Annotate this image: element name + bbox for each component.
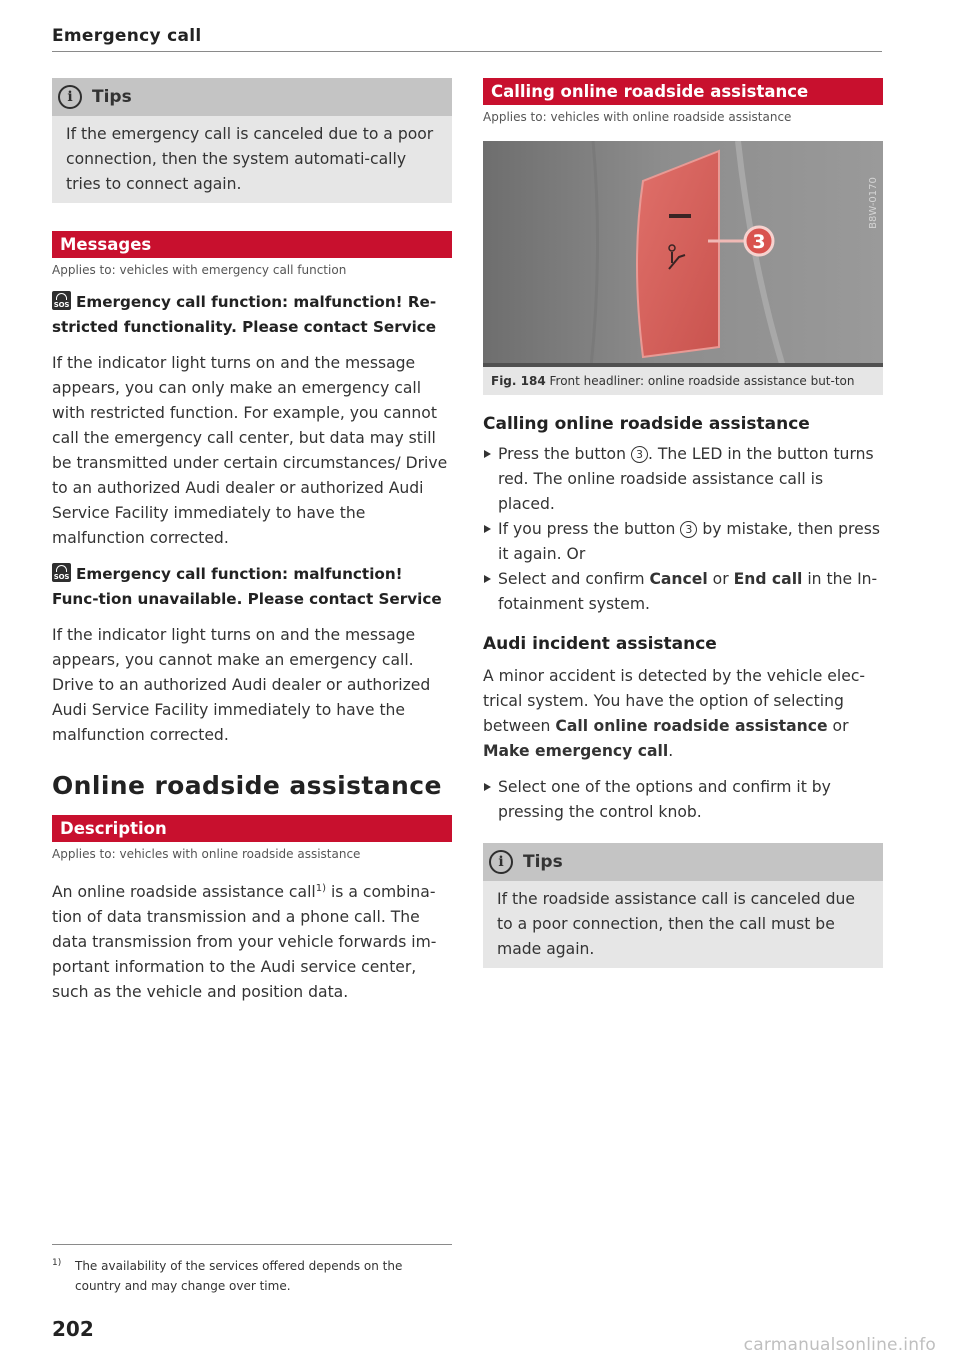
step-3-b: in the In-fotainment system. [498, 570, 878, 613]
bullet-arrow-icon [484, 450, 491, 458]
callout-circle-3: 3 [680, 521, 697, 538]
figure-caption-text: Front headliner: online roadside assistance but-ton [549, 374, 855, 388]
footnote-text: The availability of the services offered depends on the country and may change over time. [75, 1259, 403, 1293]
step-2 [483, 517, 883, 567]
footnote [52, 1256, 452, 1296]
callout-circle-3: 3 [631, 446, 648, 463]
tips-header-1 [52, 78, 452, 116]
bullet-arrow-icon [484, 525, 491, 533]
bullet-arrow-icon [484, 783, 491, 791]
info-icon: i [489, 850, 513, 874]
online-description-text [52, 876, 452, 1005]
calling-bar: Calling online roadside assistance [483, 78, 883, 105]
message-1-title [52, 290, 452, 340]
bullet-arrow-icon [484, 575, 491, 583]
message-1-text: If the indicator light turns on and the message appears, you can only make an emergency call with restricted function. For example, you cannot call the emergency call center, but data may still be transmitted under certain circumstances/ Drive to an authorized Audi dealer or authorized Audi Service Facility immediately to have the malfunction corrected. [52, 354, 448, 547]
figure-184 [483, 141, 883, 395]
tips-text-1: If the emergency call is canceled due to a poor connection, then the system automati-cally tries to connect again. [66, 125, 434, 193]
online-text-a: An online roadside assistance call [52, 883, 316, 902]
cancel-label: Cancel [649, 570, 708, 588]
figure-code: B8W-0170 [868, 177, 879, 229]
step-4 [483, 775, 883, 825]
step-1 [483, 442, 883, 517]
sos-warning-icon: SOS [52, 291, 71, 310]
calling-steps [483, 442, 883, 617]
description-applies: Applies to: vehicles with online roadside assistance [52, 847, 361, 861]
step-2-b: by mistake, then press it again. Or [498, 520, 880, 563]
incident-subtitle: Audi incident assistance [483, 634, 717, 654]
footnote-rule [52, 1244, 452, 1245]
footnote-mark: 1) [52, 1258, 62, 1268]
step-1-a: Press the button [498, 445, 626, 463]
left-column [52, 78, 452, 1005]
calling-subtitle: Calling online roadside assistance [483, 414, 810, 434]
page-number: 202 [52, 1317, 94, 1341]
step-3-mid: or [707, 570, 734, 588]
incident-text [483, 664, 883, 764]
right-column [483, 78, 883, 968]
call-roadside-label: Call online roadside assistance [555, 717, 828, 735]
online-text-b: is a combina-tion of data transmission and a phone call. The data transmission from your vehicle forwards im-portant information to the Audi service center, such as the vehicle and position data. [52, 883, 437, 1002]
tips-label-2: Tips [523, 852, 563, 872]
step-3-a: Select and confirm [498, 570, 650, 588]
incident-text-a: A minor accident is detected by the vehicle elec-trical system. You have the option of selecting between [483, 667, 866, 735]
step-2-a: If you press the button [498, 520, 676, 538]
tips-label-1: Tips [92, 87, 132, 107]
incident-text-end: . [668, 742, 674, 760]
message-2-title [52, 562, 452, 612]
messages-applies: Applies to: vehicles with emergency call function [52, 263, 347, 277]
message-2-title-text: Emergency call function: malfunction! Func-tion unavailable. Please contact Service [52, 565, 442, 608]
step-4-text: Select one of the options and confirm it by pressing the control knob. [498, 778, 831, 821]
tips-header-2 [483, 843, 883, 881]
incident-text-mid: or [827, 717, 849, 735]
headliner-illustration [483, 141, 883, 367]
tips-box-1 [52, 78, 452, 203]
headliner-drawing [483, 141, 883, 367]
figure-caption [483, 367, 883, 395]
calling-applies: Applies to: vehicles with online roadside assistance [483, 110, 792, 124]
step-1-b: . The LED in the button turns red. The online roadside assistance call is placed. [498, 445, 874, 513]
figure-callout-3: 3 [752, 231, 766, 253]
page-header-title: Emergency call [52, 26, 202, 46]
step-3 [483, 567, 883, 617]
footnote-ref: 1) [315, 883, 326, 894]
info-icon: i [58, 85, 82, 109]
messages-bar: Messages [52, 231, 452, 258]
header-rule [52, 51, 882, 52]
message-2-text: If the indicator light turns on and the message appears, you cannot make an emergency call. Drive to an authorized Audi dealer or authorized Audi Service Facility immediately to have the malfunction corrected. [52, 626, 431, 744]
message-1-title-text: Emergency call function: malfunction! Re-stricted functionality. Please contact Service [52, 293, 437, 336]
tips-text-2: If the roadside assistance call is canceled due to a poor connection, then the call must be made again. [497, 890, 856, 958]
tips-box-2 [483, 843, 883, 968]
make-emergency-label: Make emergency call [483, 742, 669, 760]
sos-warning-icon: SOS [52, 563, 71, 582]
description-bar: Description [52, 815, 452, 842]
watermark: carmanualsonline.info [743, 1335, 936, 1355]
end-call-label: End call [733, 570, 803, 588]
figure-number: Fig. 184 [491, 374, 546, 388]
online-roadside-title: Online roadside assistance [52, 771, 442, 800]
